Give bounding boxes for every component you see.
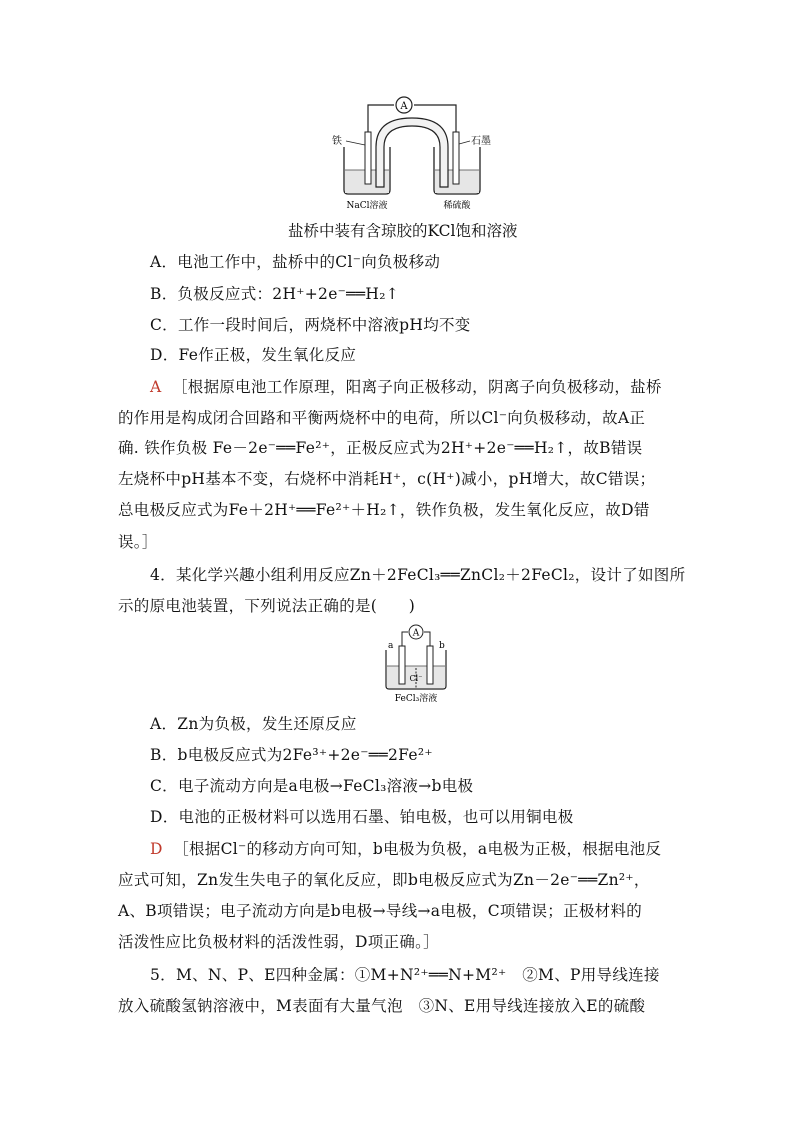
q3-option-a: A．电池工作中，盐桥中的Cl⁻向负极移动 [150, 253, 441, 271]
figure-caption: 盐桥中装有含琼胶的KCl饱和溶液 [288, 222, 518, 240]
q3-option-b: B．负极反应式：2H⁺+2e⁻══H₂↑ [150, 285, 400, 303]
salt-bridge-cell-figure [328, 92, 498, 214]
ammeter-label: A [412, 628, 420, 639]
fecl3-solution-label: FeCl₃溶液 [394, 694, 438, 704]
q4-explanation-line-2: 应式可知，Zn发生失电子的氧化反应，即b电极反应式为Zn－2e⁻══Zn²⁺， [118, 871, 650, 889]
nacl-solution-label: NaCl溶液 [346, 201, 388, 211]
q3-option-c: C．工作一段时间后，两烧杯中溶液pH均不变 [150, 316, 471, 334]
q4-option-b: B．b电极反应式为2Fe³⁺+2e⁻══2Fe²⁺ [150, 746, 433, 764]
q3-answer: A [150, 378, 162, 396]
graphite-electrode [453, 132, 459, 184]
iron-electrode [365, 132, 371, 184]
electrode-a-label: a [388, 641, 394, 651]
q4-option-c: C．电子流动方向是a电极→FeCl₃溶液→b电极 [150, 777, 474, 795]
q3-explanation-line-4: 左烧杯中pH基本不变，右烧杯中消耗H⁺，c(H⁺)减小，pH增大，故C错误； [118, 470, 656, 488]
q4-option-a: A．Zn为负极，发生还原反应 [150, 715, 357, 733]
q5-stem-line-2: 放入硫酸氢钠溶液中，M表面有大量气泡 ③N、E用导线连接放入E的硫酸 [118, 997, 646, 1015]
q4-explanation-line-4: 活泼性应比负极材料的活泼性弱，D项正确。］ [118, 933, 439, 951]
fecl3-cell-figure [378, 622, 458, 706]
q4-answer: D [150, 840, 163, 858]
iron-label: 铁 [332, 136, 342, 147]
ammeter-label: A [400, 101, 408, 112]
q4-option-d: D．电池的正极材料可以选用石墨、铂电极，也可以用铜电极 [150, 808, 574, 826]
q5-stem-line-1: 5．M、N、P、E四种金属：①M+N²⁺══N+M²⁺ ②M、P用导线连接 [150, 966, 660, 984]
dilute-sulfuric-acid-label: 稀硫酸 [443, 201, 471, 211]
q3-explanation-line-1: A ［根据原电池工作原理，阳离子向正极移动，阴离子向负极移动，盐桥 [150, 378, 662, 396]
electrode-a [399, 646, 405, 684]
graphite-label: 石墨 [471, 136, 491, 147]
electrode-b [427, 646, 433, 684]
q4-stem-line-1: 4．某化学兴趣小组利用反应Zn＋2FeCl₃══ZnCl₂＋2FeCl₂，设计了如图所 [150, 566, 686, 584]
q4-explanation-line-1: D ［根据Cl⁻的移动方向可知，b电极为负极，a电极为正极，根据电池反 [150, 840, 662, 858]
electrode-b-label: b [439, 641, 445, 651]
chloride-ion-label: Cl⁻ [409, 674, 423, 683]
q3-explanation-line-3: 确. 铁作负极 Fe－2e⁻══Fe²⁺，正极反应式为2H⁺+2e⁻══H₂↑，故B错误 [118, 439, 643, 457]
q3-explanation-line-5: 总电极反应式为Fe＋2H⁺══Fe²⁺＋H₂↑，铁作负极，发生氧化反应，故D错 [118, 501, 650, 519]
q4-stem-line-2: 示的原电池装置，下列说法正确的是( ) [118, 597, 416, 615]
q3-explanation-line-2: 的作用是构成闭合回路和平衡两烧杯中的电荷，所以Cl⁻向负极移动，故A正 [118, 409, 646, 427]
q3-option-d: D．Fe作正极，发生氧化反应 [150, 346, 357, 364]
q4-explanation-line-3: A、B项错误；电子流动方向是b电极→导线→a电极，C项错误；正极材料的 [118, 902, 643, 920]
q3-explanation-line-6: 误。］ [118, 533, 158, 551]
